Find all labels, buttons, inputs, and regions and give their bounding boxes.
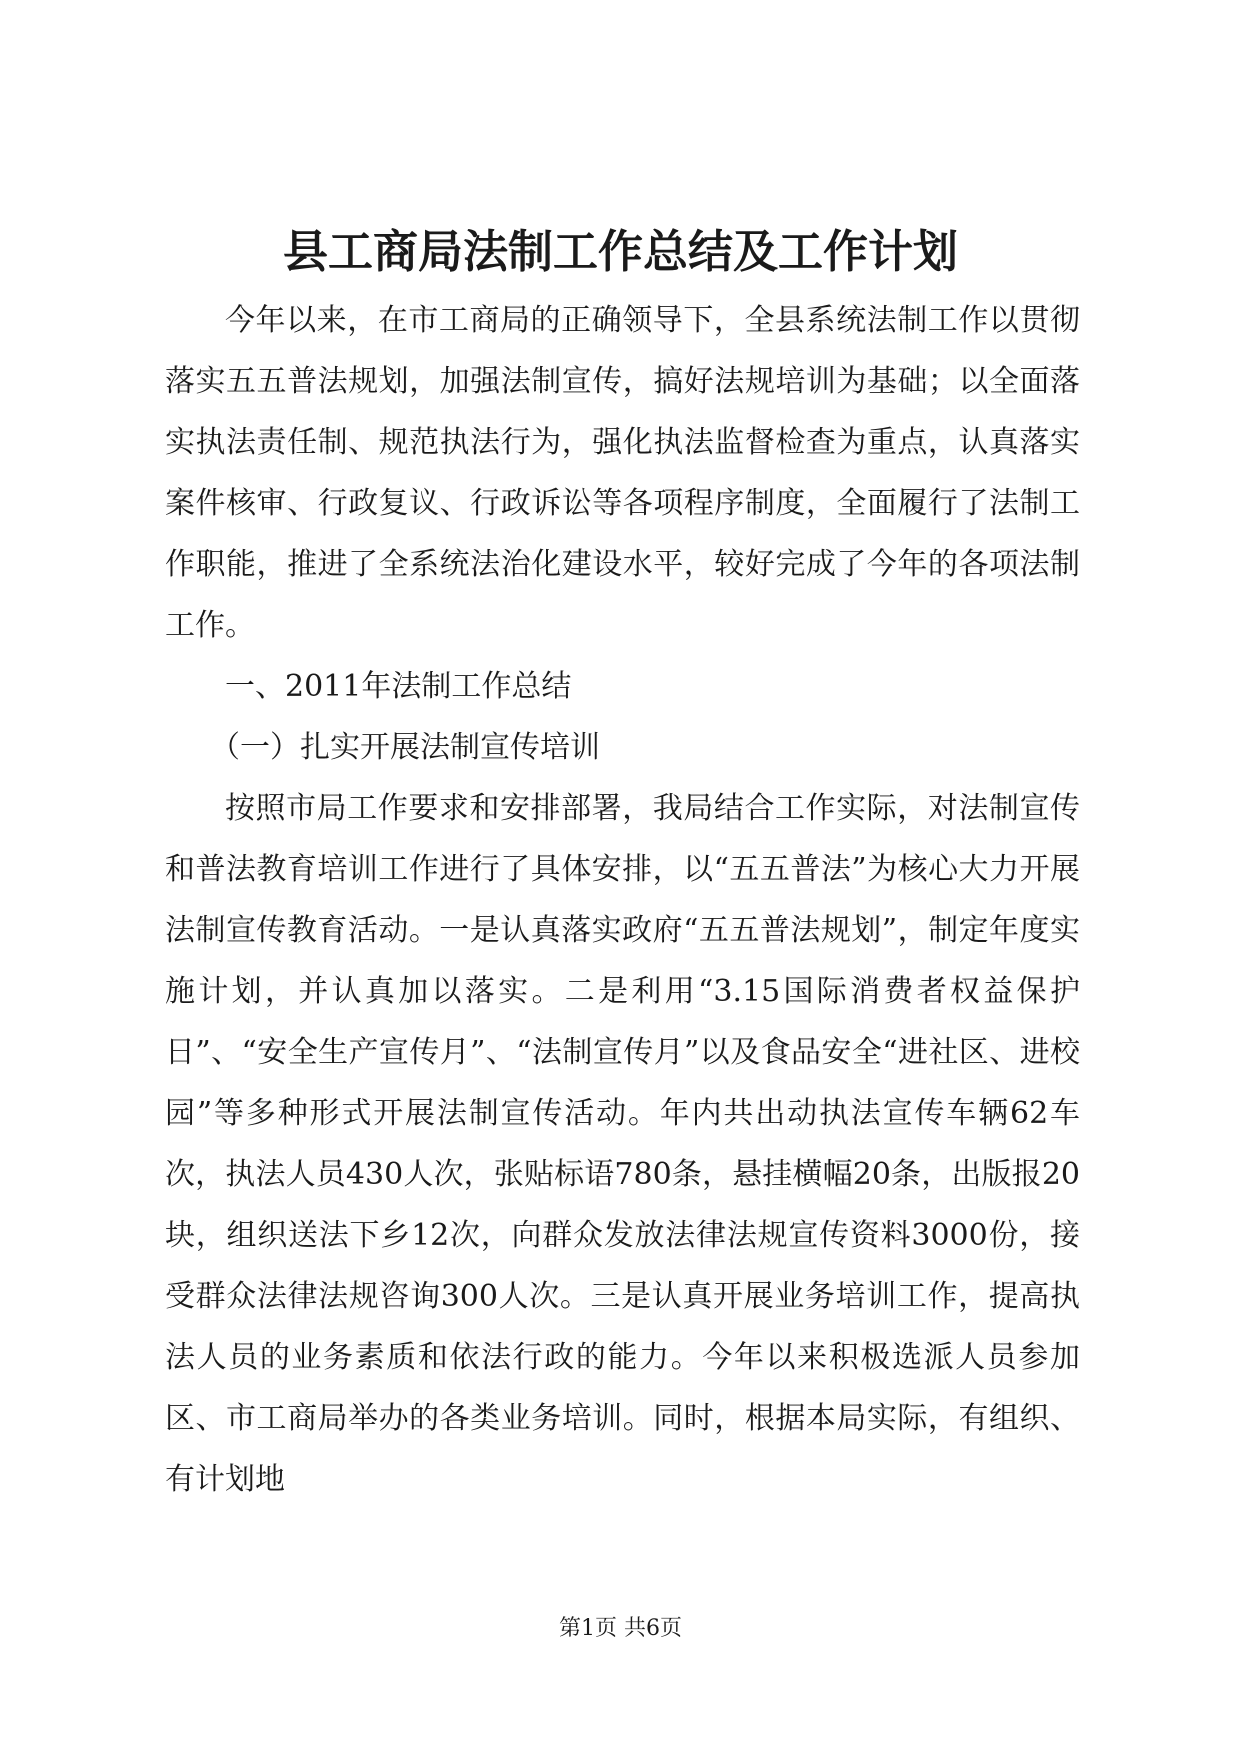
- document-body: [165, 290, 1080, 1510]
- subsection-heading: （一）扎实开展法制宣传培训: [210, 730, 600, 765]
- body-paragraph: 按照市局工作要求和安排部署，我局结合工作实际，对法制宣传和普法教育培训工作进行了具体安排，以“五五普法”为核心大力开展法制宣传教育活动。一是认真落实政府“五五普法规划”，制定年度实施计划，并认真加以落实。二是利用“3.15国际消费者权益保护日”、“安全生产宣传月”、“法制宣传月”以及食品安全“进社区、进校园”等多种形式开展法制宣传活动。年内共出动执法宣传车辆62车次，执法人员430人次，张贴标语780条，悬挂横幅20条，出版报20块，组织送法下乡12次，向群众发放法律法规宣传资料3000份，接受群众法律法规咨询300人次。三是认真开展业务培训工作，提高执法人员的业务素质和依法行政的能力。今年以来积极选派人员参加区、市工商局举办的各类业务培训。同时，根据本局实际，有组织、有计划地: [165, 791, 1080, 1497]
- document-title: 县工商局法制工作总结及工作计划: [282, 225, 958, 278]
- intro-paragraph: 今年以来，在市工商局的正确领导下，全县系统法制工作以贯彻落实五五普法规划，加强法制宣传，搞好法规培训为基础；以全面落实执法责任制、规范执法行为，强化执法监督检查为重点，认真落实案件核审、行政复议、行政诉讼等各项程序制度，全面履行了法制工作职能，推进了全系统法治化建设水平，较好完成了今年的各项法制工作。: [165, 303, 1080, 643]
- section-heading: 一、2011年法制工作总结: [225, 669, 572, 704]
- page-number: 第1页 共6页: [559, 1616, 682, 1641]
